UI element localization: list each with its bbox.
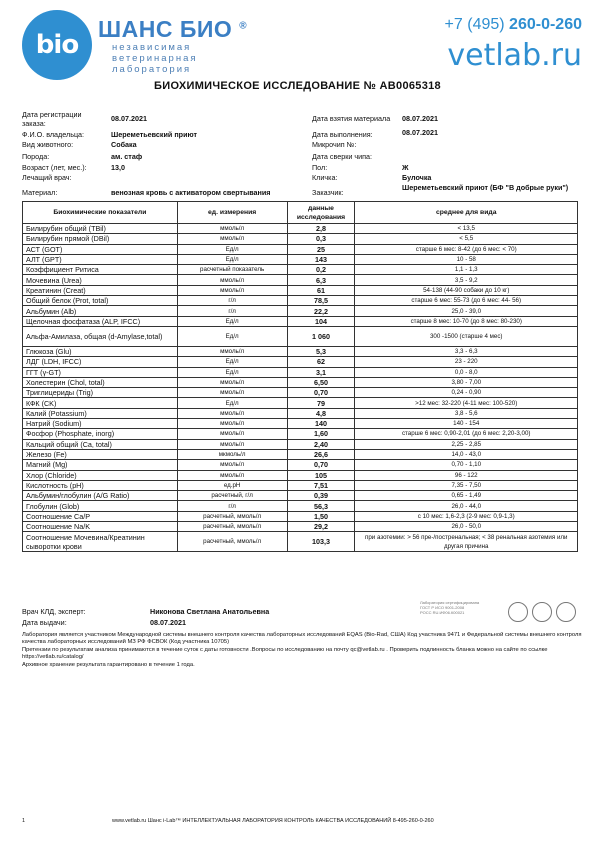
analyte-name: Мочевина (Urea) — [23, 275, 178, 285]
unit-cell: Ед/л — [177, 316, 287, 326]
unit-cell: ммоль/л — [177, 408, 287, 418]
reference-range: 25,0 - 39,0 — [355, 306, 578, 316]
analyte-name: АСТ (GOT) — [23, 244, 178, 254]
analyte-name: Кальций общий (Ca, total) — [23, 439, 178, 449]
table-row — [23, 398, 578, 408]
cert-text — [420, 600, 479, 615]
reference-range: 1,1 - 1,3 — [355, 265, 578, 275]
result-value: 6,50 — [287, 377, 355, 387]
analyte-name: Билирубин прямой (DBil) — [23, 234, 178, 244]
result-value: 56,3 — [287, 501, 355, 511]
registered-mark: ® — [239, 20, 248, 32]
unit-cell: ммоль/л — [177, 224, 287, 234]
table-header-row — [23, 202, 578, 224]
footer-text: www.vetlab.ru Шанс i-Lab™ ИНТЕЛЛЕКТУАЛЬНАЯ ЛАБОРАТОРИЯ КОНТРОЛЬ КАЧЕСТВА ИССЛЕДОВАНИЙ 8-495-260-0-260 — [112, 818, 434, 824]
cert-text-line: Лаборатория сертифицирована — [420, 600, 480, 605]
unit-cell: Ед/л — [177, 254, 287, 264]
analyte-name: Альбумин/глобулин (A/G Ratio) — [23, 491, 178, 501]
quality-seal-icon — [532, 602, 552, 622]
phone-main: 260-0-260 — [509, 16, 582, 33]
table-row — [23, 224, 578, 234]
meta-label: Микрочип №: — [312, 140, 357, 149]
column-header: среднее для вида — [355, 202, 578, 224]
table-row — [23, 501, 578, 511]
result-value: 103,3 — [287, 532, 355, 552]
table-row — [23, 439, 578, 449]
reference-range: 26,0 - 44,0 — [355, 501, 578, 511]
reference-range: 3,8 - 5,6 — [355, 408, 578, 418]
result-value: 26,6 — [287, 449, 355, 459]
result-value: 143 — [287, 254, 355, 264]
result-value: 7,51 — [287, 480, 355, 490]
cert-text-line: ГОСТ Р ИСО 9001-2008 — [420, 605, 465, 610]
table-row — [23, 480, 578, 490]
meta-label: Заказчик: — [312, 188, 344, 197]
reference-range: 23 - 220 — [355, 357, 578, 367]
table-row — [23, 449, 578, 459]
table-row — [23, 285, 578, 295]
reference-range: при азотемии: > 56 пре-/постренальная; < 38 ренальная азотемия или другая причина — [355, 532, 578, 552]
analyte-name: Глюкоза (Glu) — [23, 346, 178, 356]
analyte-name: Триглицериды (Trig) — [23, 388, 178, 398]
note-line: Претензии по результатам анализа принимаются в течение суток с даты готовности .Вопросы по исследованию на почту qc@vetlab.ru . Проверить подлинность бланка можно на сайте по ссылке https://vetlab.ru/catalog/ — [22, 646, 548, 661]
result-value: 0,3 — [287, 234, 355, 244]
meta-value: 08.07.2021 — [111, 114, 147, 123]
reference-range: < 5,5 — [355, 234, 578, 244]
unit-cell: г/л — [177, 296, 287, 306]
table-row — [23, 326, 578, 346]
result-value: 0,2 — [287, 265, 355, 275]
phone-number — [445, 16, 582, 34]
reference-range: 3,80 - 7,00 — [355, 377, 578, 387]
meta-label: Материал: — [22, 188, 58, 197]
table-row — [23, 346, 578, 356]
table-row — [23, 275, 578, 285]
reference-range: 7,35 - 7,50 — [355, 480, 578, 490]
reference-range: 140 - 154 — [355, 419, 578, 429]
analyte-name: Холестерин (Chol, total) — [23, 377, 178, 387]
reference-range: 0,65 - 1,49 — [355, 491, 578, 501]
table-row — [23, 419, 578, 429]
analyte-name: Глобулин (Glob) — [23, 501, 178, 511]
unit-cell: г/л — [177, 501, 287, 511]
unit-cell: ммоль/л — [177, 460, 287, 470]
analyte-name: Коэффициент Ритиса — [23, 265, 178, 275]
unit-cell: ммоль/л — [177, 285, 287, 295]
unit-cell: Ед/л — [177, 326, 287, 346]
issue-date: 08.07.2021 — [150, 618, 186, 627]
table-row — [23, 429, 578, 439]
analyte-name: Калий (Potassium) — [23, 408, 178, 418]
analyte-name: Щелочная фосфатаза (ALP, IFCC) — [23, 316, 178, 326]
analyte-name: КФК (CK) — [23, 398, 178, 408]
unit-cell: ммоль/л — [177, 275, 287, 285]
analyte-name: Магний (Mg) — [23, 460, 178, 470]
table-row — [23, 357, 578, 367]
table-row — [23, 388, 578, 398]
phone-prefix: +7 (495) — [444, 16, 505, 33]
table-row — [23, 244, 578, 254]
meta-label: Дата регистрации заказа: — [22, 110, 82, 128]
page-header — [22, 10, 582, 82]
reference-range: 300 -1500 (старше 4 мес) — [355, 326, 578, 346]
reference-range: 0,24 - 0,90 — [355, 388, 578, 398]
meta-value: Ж — [402, 163, 409, 172]
analyte-name: ГГТ (γ-GT) — [23, 367, 178, 377]
result-value: 61 — [287, 285, 355, 295]
table-row — [23, 296, 578, 306]
unit-cell: г/л — [177, 306, 287, 316]
result-value: 25 — [287, 244, 355, 254]
reference-range: 3,3 - 6,3 — [355, 346, 578, 356]
analyte-name: Альбумин (Alb) — [23, 306, 178, 316]
result-value: 104 — [287, 316, 355, 326]
meta-label: Вид животного: — [22, 140, 74, 149]
meta-label: Возраст (лет, мес.): — [22, 163, 87, 172]
meta-value: Шереметьевский приют — [111, 130, 197, 139]
reference-range: старше 6 мес: 8-42 (до 6 мес: < 70) — [355, 244, 578, 254]
result-value: 1,60 — [287, 429, 355, 439]
brand-subtitle-line: независимая — [112, 42, 192, 53]
reference-range: старше 6 мес: 55-73 (до 6 мес: 44- 56) — [355, 296, 578, 306]
column-header: Биохимические показатели — [23, 202, 178, 224]
unit-cell: ммоль/л — [177, 234, 287, 244]
result-value: 105 — [287, 470, 355, 480]
table-row — [23, 460, 578, 470]
table-row — [23, 265, 578, 275]
reference-range: 14,0 - 43,0 — [355, 449, 578, 459]
unit-cell: ммоль/л — [177, 346, 287, 356]
table-row — [23, 377, 578, 387]
table-row — [23, 408, 578, 418]
result-value: 29,2 — [287, 522, 355, 532]
result-value: 1 060 — [287, 326, 355, 346]
meta-value: Собака — [111, 140, 137, 149]
table-row — [23, 316, 578, 326]
reference-range: 2,25 - 2,85 — [355, 439, 578, 449]
analyte-name: Билирубин общий (TBil) — [23, 224, 178, 234]
brand-name-text: ШАНС БИО — [98, 16, 233, 42]
result-value: 79 — [287, 398, 355, 408]
result-value: 140 — [287, 419, 355, 429]
reference-range: < 13,5 — [355, 224, 578, 234]
reference-range: 54-138 (44-90 собаки до 10 кг) — [355, 285, 578, 295]
meta-label: Дата взятия материала — [312, 114, 391, 123]
reference-range: 3,5 - 9,2 — [355, 275, 578, 285]
meta-left — [22, 110, 302, 200]
doctor-name: Никонова Светлана Анатольевна — [150, 607, 270, 616]
result-value: 3,1 — [287, 367, 355, 377]
analyte-name: Альфа-Амилаза, общая (d-Amylase,total) — [23, 326, 178, 346]
unit-cell: ммоль/л — [177, 439, 287, 449]
bio-logo-icon — [22, 10, 92, 80]
brand-subtitle — [112, 42, 198, 75]
logo-circle-text: bio — [35, 30, 79, 60]
pct-mark-icon — [508, 602, 528, 622]
site-name: vetlab.ru — [447, 38, 582, 73]
unit-cell: ммоль/л — [177, 429, 287, 439]
notes — [22, 632, 582, 669]
page-number: 1 — [22, 818, 26, 824]
issue-date-label: Дата выдачи: — [22, 618, 67, 627]
table-row — [23, 367, 578, 377]
result-value: 62 — [287, 357, 355, 367]
table-row — [23, 470, 578, 480]
reference-range: 0,70 - 1,10 — [355, 460, 578, 470]
brand-subtitle-line: лаборатория — [112, 64, 192, 75]
meta-right — [312, 110, 582, 200]
reference-range: 96 - 122 — [355, 470, 578, 480]
result-value: 2,40 — [287, 439, 355, 449]
results-table — [22, 201, 578, 552]
table-row — [23, 532, 578, 552]
note-line: Лаборатория является участником Международной системы внешнего контроля качества лабораторных исследований EQAS (Bio-Rad, США) Код участника 9471 и Федеральной системы внешнего контроля качества лабораторных исследований МЗ РФ ФСВОК (Код участника 10705) — [22, 632, 582, 646]
analyte-name: Кислотность (pH) — [23, 480, 178, 490]
meta-value: 13,0 — [111, 163, 125, 172]
table-row — [23, 306, 578, 316]
table-row — [23, 254, 578, 264]
table-row — [23, 491, 578, 501]
analyte-name: Фосфор (Phosphate, inorg) — [23, 429, 178, 439]
unit-cell: расчетный показатель — [177, 265, 287, 275]
result-value: 0,70 — [287, 460, 355, 470]
results-table-body — [23, 224, 578, 552]
unit-cell: расчетный, ммоль/л — [177, 532, 287, 552]
meta-label: Пол: — [312, 163, 328, 172]
doctor-label: Врач КЛД, эксперт: — [22, 607, 86, 616]
analyte-name: Креатинин (Creat) — [23, 285, 178, 295]
unit-cell: мкмоль/л — [177, 449, 287, 459]
meta-value: венозная кровь с активатором свертывания — [111, 188, 271, 197]
table-row — [23, 511, 578, 521]
unit-cell: расчетный, ммоль/л — [177, 511, 287, 521]
reference-range: 10 - 58 — [355, 254, 578, 264]
document-title: БИОХИМИЧЕСКОЕ ИССЛЕДОВАНИЕ № АВ0065318 — [154, 80, 441, 92]
meta-label: Дата сверки чипа: — [312, 152, 373, 161]
unit-cell: Ед/л — [177, 357, 287, 367]
analyte-name: Общий белок (Prot, total) — [23, 296, 178, 306]
unit-cell: Ед/л — [177, 398, 287, 408]
analyte-name: Хлор (Chloride) — [23, 470, 178, 480]
table-row — [23, 234, 578, 244]
meta-value: 08.07.2021 — [402, 128, 438, 137]
meta-label: Кличка: — [312, 173, 338, 182]
unit-cell: ммоль/л — [177, 377, 287, 387]
unit-cell: расчетный, ммоль/л — [177, 522, 287, 532]
reference-range: с 10 мес: 1,6-2,3 (2-9 мес: 0,9-1,3) — [355, 511, 578, 521]
meta-value: ам. стаф — [111, 152, 143, 161]
analyte-name: ЛДГ (LDH, IFCC) — [23, 357, 178, 367]
meta-value: Шереметьевский приют (БФ "В добрые руки") — [402, 183, 569, 192]
analyte-name: Натрий (Sodium) — [23, 419, 178, 429]
certification-seal-icon — [556, 602, 576, 622]
meta-value: 08.07.2021 — [402, 114, 438, 123]
table-row — [23, 522, 578, 532]
analyte-name: Соотношение Мочевина/Креатинин сыворотки крови — [23, 532, 178, 552]
result-value: 1,50 — [287, 511, 355, 521]
note-line: Архивное хранение результата гарантировано в течение 1 года. — [22, 661, 195, 668]
unit-cell: Ед/л — [177, 244, 287, 254]
cert-text-line: РОСС RU.ИФ06.К00021 — [420, 610, 465, 615]
meta-label: Дата выполнения: — [312, 130, 373, 139]
analyte-name: Железо (Fe) — [23, 449, 178, 459]
meta-label: Лечащий врач: — [22, 173, 72, 182]
meta-label: Порода: — [22, 152, 50, 161]
meta-value: Булочка — [402, 173, 432, 182]
unit-cell: Ед/л — [177, 367, 287, 377]
reference-range: старше 6 мес: 0,90-2,01 (до 6 мес: 2,20-3,00) — [355, 429, 578, 439]
analyte-name: Соотношение Ca/P — [23, 511, 178, 521]
column-header: ед. измерения — [177, 202, 287, 224]
result-value: 5,3 — [287, 346, 355, 356]
result-value: 6,3 — [287, 275, 355, 285]
unit-cell: ммоль/л — [177, 470, 287, 480]
unit-cell: расчетный, г/л — [177, 491, 287, 501]
reference-range: 26,0 - 50,0 — [355, 522, 578, 532]
meta-label: Ф.И.О. владельца: — [22, 130, 85, 139]
reference-range: старше 8 мес: 10-70 (до 8 мес: 80-230) — [355, 316, 578, 326]
brand-name — [98, 16, 247, 43]
certification-marks — [420, 600, 580, 630]
column-header: данные исследования — [287, 202, 355, 224]
brand-subtitle-line: ветеринарная — [112, 53, 198, 64]
result-value: 22,2 — [287, 306, 355, 316]
result-value: 0,39 — [287, 491, 355, 501]
unit-cell: ед.pH — [177, 480, 287, 490]
unit-cell: ммоль/л — [177, 419, 287, 429]
reference-range: 0,0 - 8,0 — [355, 367, 578, 377]
result-value: 2,8 — [287, 224, 355, 234]
result-value: 78,5 — [287, 296, 355, 306]
result-value: 0,70 — [287, 388, 355, 398]
result-value: 4,8 — [287, 408, 355, 418]
unit-cell: ммоль/л — [177, 388, 287, 398]
analyte-name: АЛТ (GPT) — [23, 254, 178, 264]
reference-range: >12 мес: 32-220 (4-11 мес: 100-520) — [355, 398, 578, 408]
analyte-name: Соотношение Na/K — [23, 522, 178, 532]
